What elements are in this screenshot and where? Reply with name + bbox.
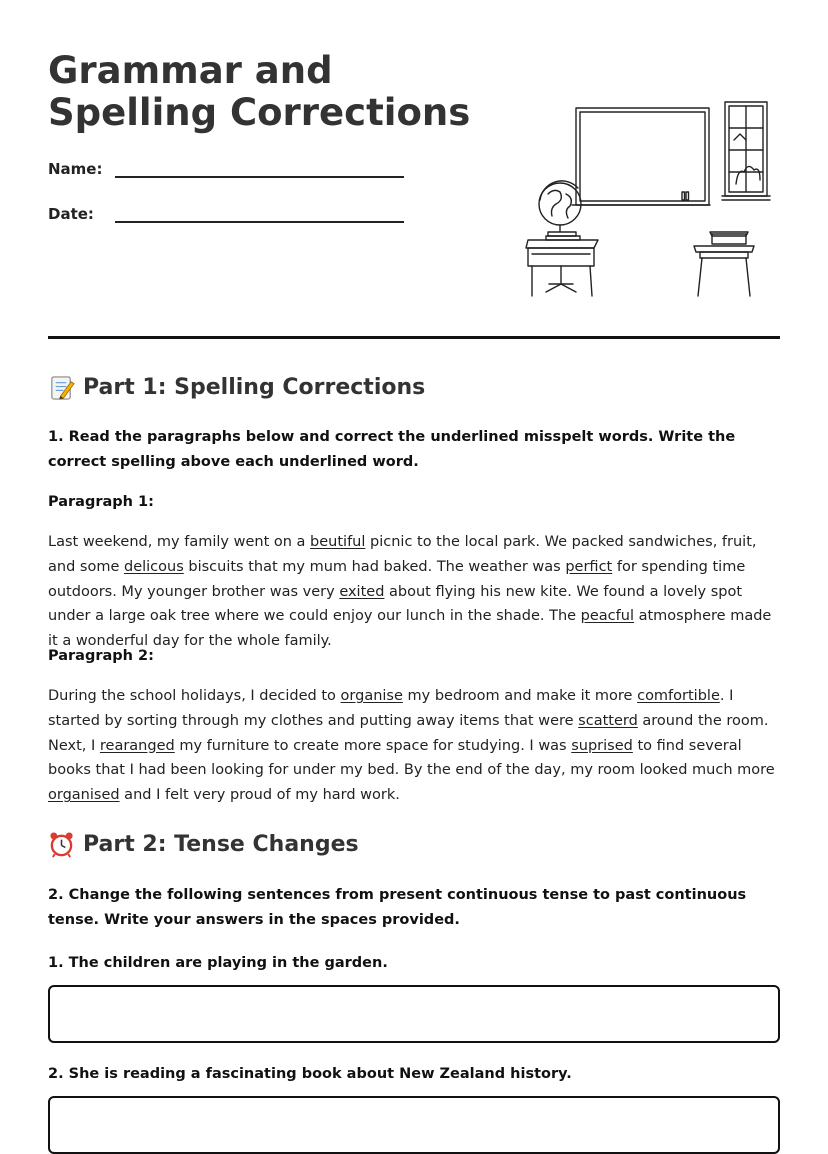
memo-icon <box>48 374 75 401</box>
misspelt-word: beutiful <box>310 534 366 550</box>
window-icon <box>722 102 770 200</box>
part1-heading-text: Part 1: Spelling Corrections <box>83 375 426 400</box>
name-field[interactable] <box>48 160 404 178</box>
part2-instruction: 2. Change the following sentences from present continuous tense to past continuous tense. Write your answers in the spaces provided. <box>48 887 747 928</box>
misspelt-word: organise <box>340 688 403 704</box>
paragraph2-text <box>48 684 780 808</box>
misspelt-word: comfortible <box>637 688 720 704</box>
paragraph-text-segment: Last weekend, my family went on a <box>48 534 311 550</box>
paragraph-text-segment: around the room. Next, I <box>48 712 769 754</box>
question-2-label: 2. She is reading a fascinating book about New Zealand history. <box>48 1066 572 1082</box>
date-line[interactable] <box>115 207 404 223</box>
paragraph-text-segment: for spending time outdoors. My younger brother was very <box>48 558 746 600</box>
header-divider <box>48 336 780 339</box>
name-label: Name: <box>48 160 103 178</box>
date-label: Date: <box>48 205 94 223</box>
part1-heading <box>48 374 425 401</box>
paragraph2-label: Paragraph 2: <box>48 648 154 664</box>
misspelt-word: delicous <box>123 558 184 575</box>
worksheet-header <box>48 0 780 340</box>
misspelt-word: organised <box>48 787 120 804</box>
classroom-illustration <box>524 96 776 302</box>
part2-heading <box>48 831 359 858</box>
desk-icon <box>526 240 598 296</box>
answer-box-1[interactable] <box>48 985 780 1043</box>
paragraph-text-segment: my furniture to create more space for studying. I was <box>174 737 572 754</box>
part1-instruction: 1. Read the paragraphs below and correct the underlined misspelt words. Write the correct spelling above each underlined word. <box>48 429 736 470</box>
paragraph-text-segment: biscuits that my mum had baked. The weather was <box>183 558 566 575</box>
paragraph-text-segment: my bedroom and make it more <box>402 688 638 704</box>
misspelt-word: exited <box>339 583 385 600</box>
answer-box-2[interactable] <box>48 1096 780 1154</box>
paragraph-text-segment: atmosphere made it a wonderful day for the whole family. <box>48 608 772 650</box>
paragraph-text-segment: picnic to the local park. We packed sandwiches, fruit, and some <box>48 534 757 575</box>
side-table-icon <box>694 232 754 296</box>
part2-heading-text: Part 2: Tense Changes <box>83 832 359 857</box>
misspelt-word: scatterd <box>578 712 638 729</box>
date-field[interactable] <box>48 205 404 223</box>
paragraph-text-segment: During the school holidays, I decided to <box>48 688 341 704</box>
paragraph-text-segment: and I felt very proud of my hard work. <box>119 787 400 804</box>
misspelt-word: suprised <box>571 737 633 754</box>
paragraph-text-segment: to find several books that I had been looking for under my bed. By the end of the day, my room looked much more <box>48 737 775 779</box>
paragraph-text-segment: about flying his new kite. We found a lovely spot under a large oak tree where we could enjoy our lunch in the shade. The <box>48 583 743 625</box>
alarm-clock-icon <box>48 831 75 858</box>
globe-icon <box>539 181 581 240</box>
worksheet-page <box>48 0 780 1082</box>
paragraph1-text <box>48 530 780 654</box>
misspelt-word: peacful <box>580 608 634 625</box>
blackboard-icon <box>572 108 710 205</box>
misspelt-word: perfict <box>565 558 613 575</box>
name-line[interactable] <box>115 162 404 178</box>
question-1-label: 1. The children are playing in the garden. <box>48 955 388 971</box>
misspelt-word: rearanged <box>99 737 175 754</box>
page-title: Grammar and Spelling Corrections <box>48 49 471 134</box>
paragraph-text-segment: . I started by sorting through my clothes and putting away items that were <box>48 688 734 729</box>
paragraph1-label: Paragraph 1: <box>48 494 154 510</box>
